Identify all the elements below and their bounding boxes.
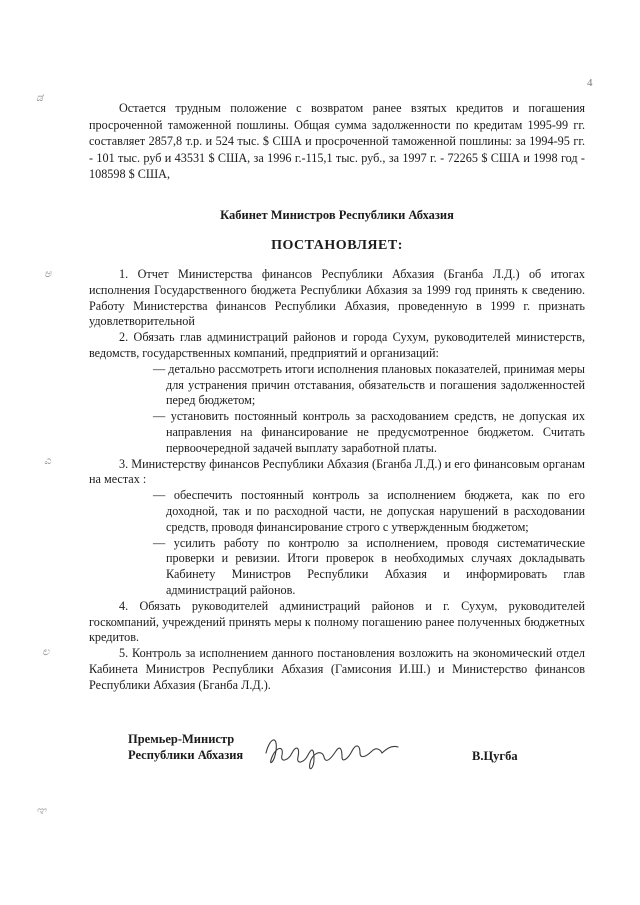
intro-paragraph: Остается трудным положение с возвратом ранее взятых кредитов и погашения просроченной таможенной пошлины. Общая сумма задолженности по кредитам 1995-99 гг. составляет 2857,8 т.р. и 524 тыс. $ США и просроченной таможенной пошлины: за 1994-95 гг. - 101 тыс. руб и 43531 $ США, за 1996 г.-115,1 тыс. руб., за 1997 г. - 72265 $ США и 1998 год - 108598 $ США, [89,101,585,181]
margin-mark: ಡ [36,92,44,104]
cabinet-heading: Кабинет Министров Республики Абхазия [220,208,454,222]
signatory-title-line2: Республики Абхазия [128,748,244,762]
decree-items [89,267,585,694]
decree-item-1: 1. Отчет Министерства финансов Республики Абхазия (Бганба Л.Д.) об итогах исполнения Государственного бюджета Республики Абхазия за 1999 год принять к сведению. Работу Министерства финансов Республики Абхазия, проведенную в 1999 г. признать удовлетворительной [89,267,585,329]
page-number: 4 [587,77,593,89]
decree-item-4: 4. Обязать руководителей администраций районов и г. Сухум, руководителей госкомпаний, учреждений принять меры к полному погашению ранее полученных бюджетных кредитов. [89,598,585,645]
decree-subitem: — установить постоянный контроль за расходованием средств, не допуская их направления на финансирование не предусмотренное бюджетом. Считать первоочередной задачей выплату заработной платы. [153,409,585,455]
handwritten-signature [262,727,402,775]
margin-mark: ಅ [44,268,52,280]
decree-subitem: — усилить работу по контролю за исполнением, проводя систематические проверки и ревизии. Итоги проверок в необходимых случаях докладывать Кабинету Министров Республики Абхазия и информировать глав администраций районов. [153,535,585,597]
margin-mark: ಎ [44,455,52,467]
signatory-title-line1: Премьер-Министр [128,732,235,746]
decree-item-3: 3. Министерству финансов Республики Абхазия (Бганба Л.Д.) и его финансовым органам на местах : [89,456,585,487]
decree-heading: ПОСТАНОВЛЯЕТ: [271,238,403,253]
margin-mark: ಲ [42,646,50,658]
decree-subitem: — обеспечить постоянный контроль за исполнением бюджета, как по его доходной, так и по расходной части, не допуская нарушений в расходовании средств, проводя финансирование строго с утвержденным бюджетом; [153,488,585,534]
margin-mark: ಞ [36,805,47,817]
decree-item-2: 2. Обязать глав администраций районов и города Сухум, руководителей министерств, ведомств, государственных компаний, предприятий и организаций: [89,330,585,360]
signatory-name: В.Цугба [472,749,518,763]
decree-item-5: 5. Контроль за исполнением данного постановления возложить на экономический отдел Кабинета Министров Республики Абхазия (Гамисония И.Ш.) и Министерство финансов Республики Абхазия (Бганба Л.Д.). [89,646,585,692]
decree-subitem: — детально рассмотреть итоги исполнения плановых показателей, принимая меры для устранения причин отставания, обязательств и погашения задолженностей перед бюджетом; [153,361,585,408]
